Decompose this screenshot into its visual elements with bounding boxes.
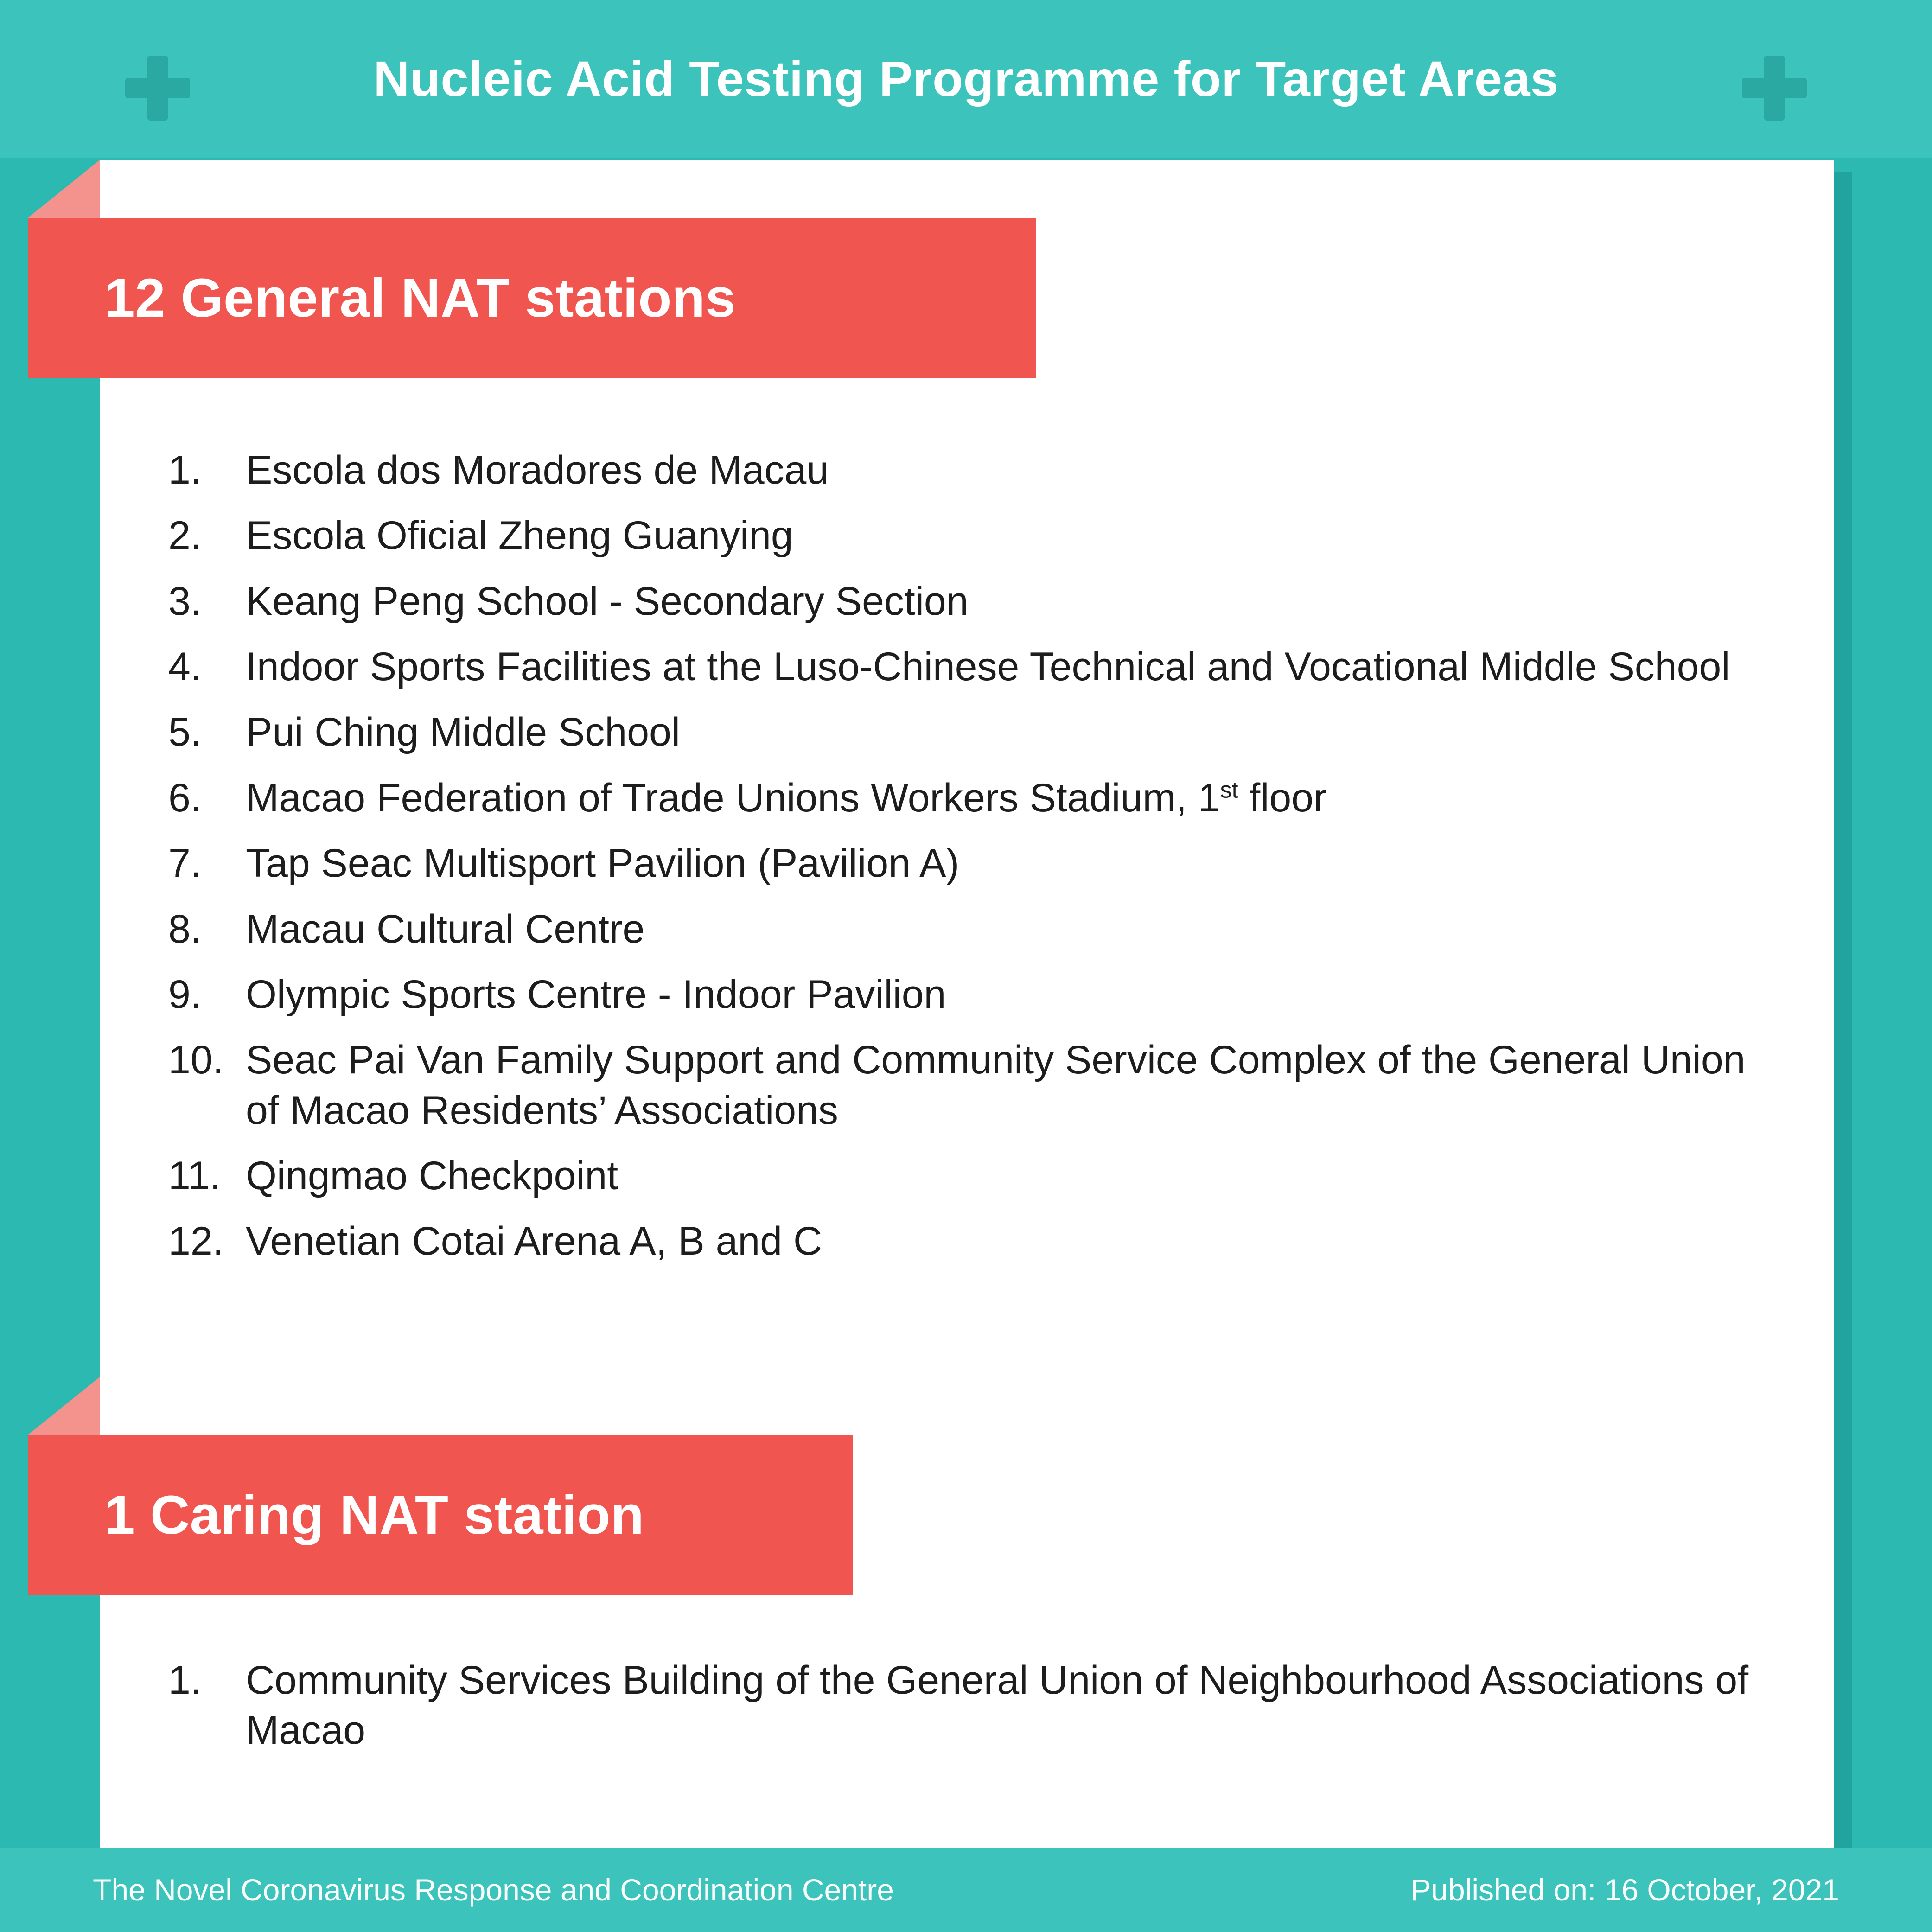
list-item: [165, 1035, 1769, 1135]
list-item-text: Olympic Sports Centre - Indoor Pavilion: [246, 972, 946, 1017]
list-item-text: [246, 773, 1769, 823]
list-item-text-main: Macao Federation of Trade Unions Workers Stadium, 1: [246, 775, 1220, 820]
section-ribbon-caring: [28, 1435, 853, 1595]
list-item: [165, 1151, 1769, 1201]
list-item-number: 6.: [168, 775, 202, 820]
list-item: [165, 445, 1769, 495]
list-item-number: 3.: [168, 579, 202, 624]
list-item-text: Tap Seac Multisport Pavilion (Pavilion A): [246, 841, 960, 886]
list-item: [165, 707, 1769, 757]
list-item-text: Keang Peng School - Secondary Section: [246, 579, 969, 624]
list-item-number: 12.: [168, 1219, 224, 1264]
page-title: Nucleic Acid Testing Programme for Target Areas: [373, 50, 1559, 107]
footer-published-date: Published on: 16 October, 2021: [1410, 1873, 1839, 1907]
general-stations-list: [165, 445, 1769, 1282]
list-item-text-tail: floor: [1238, 775, 1327, 820]
list-item-number: 1.: [168, 1658, 202, 1702]
list-item-text: Community Services Building of the General Union of Neighbourhood Associations of Macao: [246, 1658, 1749, 1753]
list-item-text: Escola dos Moradores de Macau: [246, 448, 829, 492]
list-item-number: 1.: [168, 448, 202, 492]
list-item-number: 8.: [168, 906, 202, 951]
section-title-caring: 1 Caring NAT station: [104, 1484, 644, 1546]
list-item-number: 2.: [168, 513, 202, 558]
list-item: [165, 1216, 1769, 1266]
list-item: [165, 773, 1769, 823]
list-item-text: Indoor Sports Facilities at the Luso-Chinese Technical and Vocational Middle School: [246, 644, 1730, 689]
list-item-number: 7.: [168, 841, 202, 886]
list-item: [165, 642, 1769, 692]
ordinal-suffix: st: [1220, 777, 1238, 803]
list-item: [165, 838, 1769, 888]
ribbon-fold-general: [28, 160, 100, 218]
caring-stations-list: [165, 1655, 1769, 1771]
section-ribbon-general: [28, 218, 1036, 378]
list-item-text: Pui Ching Middle School: [246, 710, 680, 755]
list-item-number: 5.: [168, 710, 202, 755]
footer-source: The Novel Coronavirus Response and Coordination Centre: [93, 1873, 894, 1907]
list-item: [165, 576, 1769, 626]
list-item: [165, 904, 1769, 954]
list-item-number: 4.: [168, 644, 202, 689]
ribbon-fold-caring: [28, 1377, 100, 1435]
list-item-text: Seac Pai Van Family Support and Community Service Complex of the General Union of Macao Residents’ Associations: [246, 1038, 1746, 1133]
list-item: [165, 969, 1769, 1020]
list-item-number: 9.: [168, 972, 202, 1017]
list-item-text: Macau Cultural Centre: [246, 906, 645, 951]
list-item: [165, 1655, 1769, 1756]
list-item-text: Venetian Cotai Arena A, B and C: [246, 1219, 823, 1264]
section-title-general: 12 General NAT stations: [104, 267, 736, 329]
list-item-text: Escola Oficial Zheng Guanying: [246, 513, 793, 558]
list-item-text: Qingmao Checkpoint: [246, 1153, 618, 1198]
plus-cross-icon: [125, 56, 190, 121]
list-item-number: 11.: [168, 1153, 221, 1198]
list-item: [165, 510, 1769, 561]
header-bar: [0, 0, 1932, 158]
plus-cross-icon: [1742, 56, 1807, 121]
footer-bar: [0, 1848, 1932, 1932]
list-item-number: 10.: [168, 1038, 224, 1083]
